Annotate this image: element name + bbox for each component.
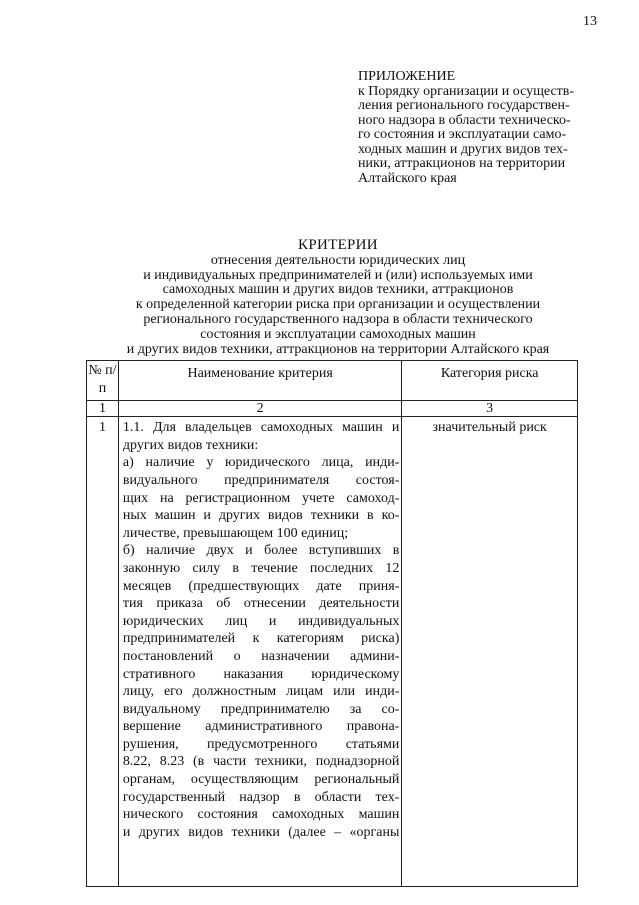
criterion-line: других видов техники: — [122, 437, 259, 453]
criterion-line: вершение административного правона- — [122, 719, 400, 735]
criterion-line: стративного наказания юридическому — [122, 666, 400, 682]
appendix-line: Алтайского края — [358, 170, 457, 186]
criteria-title-block — [80, 238, 596, 357]
criterion-line: предпринимателей к категориям риска) — [122, 631, 400, 647]
column-number: 2 — [118, 401, 401, 417]
document-title: КРИТЕРИИ — [298, 237, 378, 253]
criterion-line: видуального предпринимателя состоя- — [122, 472, 400, 488]
risk-category: значительный риск — [402, 417, 578, 887]
criterion-line: 8.22, 8.23 (в части техники, поднадзорной — [122, 754, 400, 770]
criterion-line: месяцев (предшествующих дате приня- — [122, 578, 400, 594]
criterion-line: 1.1. Для владельцев самоходных машин и — [122, 420, 400, 436]
title-line: отнесения деятельности юридических лиц — [210, 252, 466, 268]
column-number: 3 — [402, 401, 578, 417]
appendix-line: ного надзора в области техническо- — [358, 112, 571, 128]
criterion-line: юридических лиц и индивидуальных — [122, 613, 400, 629]
criterion-line: щих на регистрационном учете самоход- — [122, 490, 400, 506]
criterion-text — [118, 417, 401, 887]
criterion-line: государственный надзор в области тех- — [122, 789, 400, 805]
column-number: 1 — [87, 401, 119, 417]
criterion-line: видуальному предпринимателю за со- — [122, 701, 400, 717]
criterion-line: постановлений о назначении админи- — [122, 648, 400, 664]
criterion-line: нического состояния самоходных машин — [122, 807, 400, 823]
column-number-row — [87, 401, 578, 417]
criterion-line: личестве, превышающем 100 единиц; — [122, 525, 349, 541]
table-row — [87, 417, 578, 887]
appendix-block — [358, 70, 608, 186]
appendix-line: ники, аттракционов на территории — [358, 156, 566, 171]
title-line: самоходных машин и других видов техники, аттракционов — [162, 282, 514, 298]
criterion-line: а) наличие у юридического лица, инди- — [122, 455, 400, 471]
header-category: Категория риска — [402, 361, 578, 401]
row-number: 1 — [87, 417, 119, 887]
criterion-line: и других видов техники (далее – «органы — [122, 824, 400, 840]
criterion-line: б) наличие двух и более вступивших в — [122, 543, 400, 559]
criterion-line: лицу, его должностным лицам или инди- — [122, 684, 400, 700]
appendix-line: к Порядку организации и осуществ- — [358, 83, 575, 99]
criterion-line: рушения, предусмотренного статьями — [122, 736, 400, 752]
appendix-heading: ПРИЛОЖЕНИЕ — [358, 69, 456, 84]
header-num: № п/п — [87, 361, 119, 401]
title-line: и индивидуальных предпринимателей и (или) используемых ими — [143, 267, 533, 283]
page-number: 13 — [583, 14, 597, 29]
criteria-table — [86, 360, 578, 887]
table-header-row — [87, 361, 578, 401]
title-line: к определенной категории риска при организации и осуществлении — [135, 297, 541, 313]
criterion-line: тия приказа об отнесении деятельности — [122, 596, 400, 612]
criterion-line: органам, осуществляющим региональный — [122, 772, 400, 788]
appendix-line: ления регионального государствен- — [358, 98, 570, 113]
header-name: Наименование критерия — [118, 361, 401, 401]
criterion-line: законную силу в течение последних 12 — [122, 560, 400, 576]
criterion-line: ных машин и других видов техники в ко- — [122, 508, 400, 524]
appendix-line: ходных машин и других видов тех- — [358, 141, 568, 157]
title-line: регионального государственного надзора в области технического — [143, 311, 533, 327]
title-line: и других видов техники, аттракционов на территории Алтайского края — [126, 341, 550, 357]
title-line: состояния и эксплуатации самоходных машин — [200, 326, 476, 342]
appendix-line: го состояния и эксплуатации само- — [358, 127, 567, 142]
